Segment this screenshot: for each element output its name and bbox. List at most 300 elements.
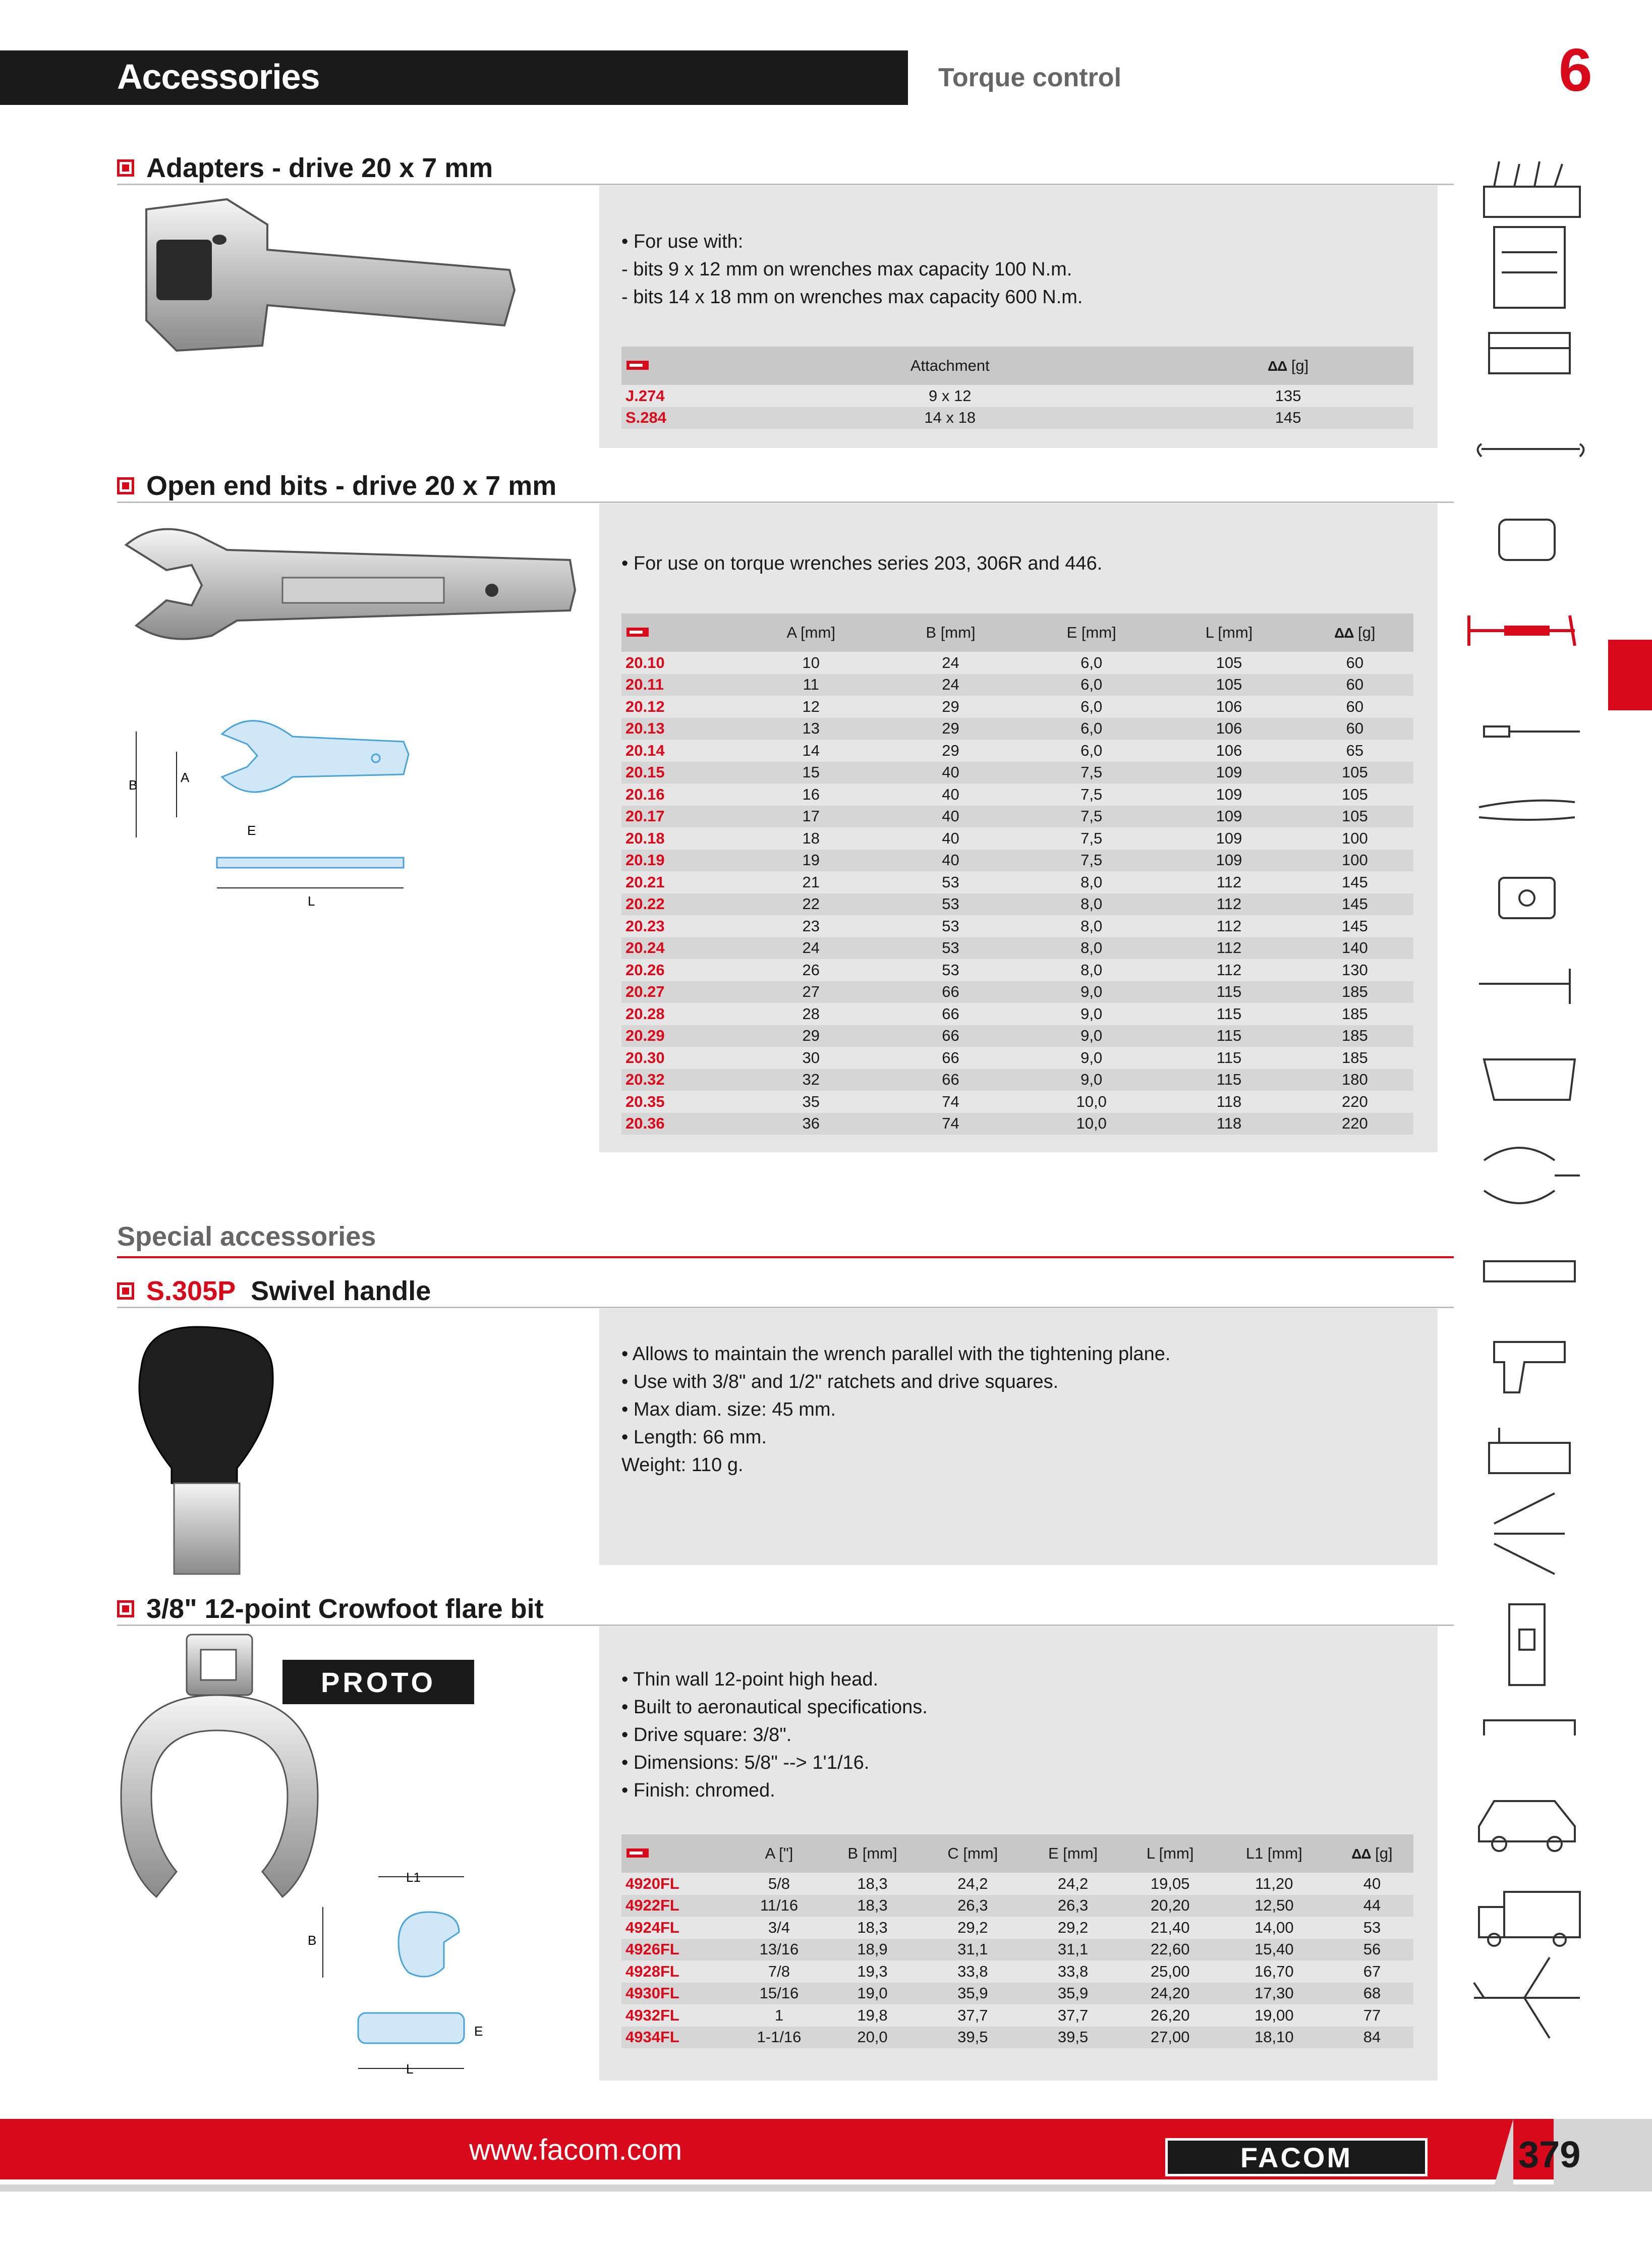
- dim-label-e: E: [247, 823, 256, 838]
- crowfoot-table: [621, 1834, 1413, 2048]
- col-header: C [mm]: [922, 1834, 1023, 1873]
- table-cell: 220: [1341, 1092, 1368, 1110]
- table-cell: 65: [1346, 741, 1364, 759]
- table-cell: 106: [1162, 718, 1296, 740]
- table-cell: 56: [1331, 1939, 1413, 1961]
- table-cell: 66: [880, 981, 1021, 1003]
- impact-wrench-icon: [1494, 1342, 1565, 1392]
- table-cell: 26,3: [1023, 1895, 1123, 1917]
- table-cell: 180: [1296, 1069, 1413, 1091]
- table-cell: 118: [1216, 1092, 1242, 1110]
- table-cell: 21,40: [1150, 1918, 1190, 1936]
- table-cell: 37,7: [1057, 2006, 1089, 2024]
- table-cell: 105: [1341, 785, 1368, 803]
- table-cell: 67: [1363, 1962, 1381, 1980]
- table-cell: 8,0: [1080, 961, 1103, 979]
- table-row: [621, 981, 1413, 1003]
- table-row: [621, 674, 1413, 696]
- table-cell: 115: [1216, 1004, 1242, 1023]
- section-marker-icon: [117, 1600, 134, 1617]
- table-cell: 35,9: [922, 1983, 1023, 2005]
- table-cell: 18,9: [823, 1939, 922, 1961]
- reference-code: 20.13: [621, 718, 742, 740]
- section-marker-icon: [117, 477, 134, 494]
- table-cell: 36: [742, 1113, 880, 1135]
- table-cell: 185: [1296, 1025, 1413, 1047]
- adapters-table: [621, 347, 1413, 429]
- table-cell: 115: [1162, 1069, 1296, 1091]
- dim-label-b: B: [308, 1933, 317, 1948]
- table-cell: 19,3: [857, 1962, 888, 1980]
- col-weight: ΔΔ [g]: [1163, 347, 1413, 385]
- open-end-bit-image: [116, 515, 595, 656]
- table-cell: 6,0: [1021, 718, 1162, 740]
- table-cell: 44: [1331, 1895, 1413, 1917]
- table-cell: 20,20: [1123, 1895, 1218, 1917]
- table-cell: 5/8: [768, 1874, 790, 1892]
- col-header: A ["]: [735, 1834, 823, 1873]
- torque-wrench-icon-active: [1469, 615, 1575, 646]
- table-cell: 14 x 18: [737, 407, 1163, 429]
- handle-icon: [1484, 1720, 1575, 1735]
- table-cell: 10,0: [1076, 1092, 1107, 1110]
- table-cell: 53: [942, 873, 959, 891]
- table-cell: 27: [742, 981, 880, 1003]
- facom-logo: FACOM: [1165, 2138, 1428, 2176]
- table-cell: 74: [880, 1113, 1021, 1135]
- table-cell: 18,3: [857, 1874, 888, 1892]
- col-header: A [mm]: [742, 613, 880, 652]
- openend-table: [621, 613, 1413, 1135]
- table-cell: 14,00: [1255, 1918, 1294, 1936]
- table-cell: 74: [942, 1092, 959, 1110]
- reference-code: 4934FL: [621, 2027, 735, 2049]
- table-cell: 19,00: [1255, 2006, 1294, 2024]
- table-cell: 109: [1162, 806, 1296, 828]
- table-cell: 40: [1363, 1874, 1381, 1892]
- table-cell: 68: [1331, 1983, 1413, 2005]
- circuit-breaker-icon: [1509, 1604, 1545, 1685]
- col-attachment: Attachment: [737, 347, 1163, 385]
- table-cell: 130: [1341, 961, 1368, 979]
- table-cell: 109: [1216, 829, 1242, 847]
- crowfoot-description: • Thin wall 12-point high head. • Built to aeronautical specifications. • Drive square: 3/8". • Dimensions: 5/8" --> 1'1/16. • Finish: chromed.: [621, 1669, 928, 1801]
- dim-label-a: A: [181, 770, 190, 785]
- table-cell: 7,5: [1080, 829, 1103, 847]
- adapters-description: • For use with: - bits 9 x 12 mm on wrenches max capacity 100 N.m. - bits 14 x 18 mm on wrenches max capacity 600 N.m.: [621, 231, 1083, 308]
- table-cell: 1-1/16: [735, 2027, 823, 2049]
- table-cell: 9,0: [1021, 1069, 1162, 1091]
- col-header: E [mm]: [1021, 613, 1162, 652]
- openend-description: • For use on torque wrenches series 203, 306R and 446.: [621, 553, 1103, 574]
- table-cell: 9,0: [1021, 981, 1162, 1003]
- reference-code: J.274: [625, 386, 665, 405]
- table-cell: 22,60: [1123, 1939, 1218, 1961]
- table-cell: 145: [1341, 873, 1368, 891]
- reference-code: 20.11: [621, 674, 742, 696]
- table-row: [621, 740, 1413, 762]
- table-cell: 20,0: [823, 2027, 922, 2049]
- reference-code: 20.23: [625, 917, 665, 935]
- table-cell: 3/4: [768, 1918, 790, 1936]
- table-row: [621, 652, 1413, 674]
- table-cell: 40: [942, 829, 959, 847]
- footer-url-link[interactable]: www.facom.com: [469, 2134, 682, 2166]
- reference-code: 20.19: [621, 850, 742, 872]
- table-cell: 12,50: [1218, 1895, 1331, 1917]
- table-cell: 32: [742, 1069, 880, 1091]
- table-row: [621, 385, 1413, 407]
- reference-code: 20.18: [625, 829, 665, 847]
- table-row: [621, 959, 1413, 981]
- table-cell: 26,3: [922, 1895, 1023, 1917]
- table-cell: 84: [1331, 2027, 1413, 2049]
- section-rule: [117, 184, 1454, 185]
- dim-label-l: L: [308, 893, 315, 908]
- page-tab-slant: [1493, 2119, 1513, 2190]
- table-cell: 40: [942, 785, 959, 803]
- section-title-crowfoot: 3/8" 12-point Crowfoot flare bit: [146, 1594, 544, 1624]
- col-header: E [mm]: [1023, 1834, 1123, 1873]
- table-row: [621, 1983, 1413, 2005]
- table-cell: 9,0: [1021, 1025, 1162, 1047]
- table-cell: 105: [1162, 674, 1296, 696]
- category-sidebar: [1454, 151, 1585, 2099]
- table-cell: 66: [942, 1048, 959, 1067]
- table-row: [621, 1069, 1413, 1091]
- table-cell: 8,0: [1021, 937, 1162, 960]
- table-cell: 17,30: [1218, 1983, 1331, 2005]
- table-row: [621, 1091, 1413, 1113]
- table-cell: 21: [802, 873, 820, 891]
- table-cell: 31,1: [1023, 1939, 1123, 1961]
- table-cell: 60: [1346, 653, 1364, 671]
- table-row: [621, 1113, 1413, 1135]
- table-row: [621, 1895, 1413, 1917]
- swivel-handle-image: [116, 1317, 298, 1579]
- reference-code: 4932FL: [625, 2006, 679, 2024]
- table-cell: 29: [942, 741, 959, 759]
- vise-icon: [1489, 1428, 1570, 1473]
- tool-drawer-icon: [1489, 333, 1570, 373]
- table-cell: 60: [1296, 674, 1413, 696]
- table-cell: 24,2: [957, 1874, 988, 1892]
- section-title-openend: Open end bits - drive 20 x 7 mm: [146, 471, 557, 501]
- reference-code: 20.22: [621, 893, 742, 916]
- table-cell: 9,0: [1080, 1004, 1103, 1023]
- reference-code: 4924FL: [625, 1918, 679, 1936]
- table-row: [621, 1873, 1413, 1895]
- swivel-description: • Allows to maintain the wrench parallel with the tightening plane. • Use with 3/8" and 1/2" ratchets and drive squares. • Max diam. size: 45 mm. • Length: 66 mm. Weight: 110 g.: [621, 1343, 1171, 1476]
- table-cell: 39,5: [1023, 2027, 1123, 2049]
- socket-icon: [1499, 520, 1555, 560]
- table-row: [621, 1939, 1413, 1961]
- page-subtitle: Torque control: [938, 63, 1122, 92]
- table-cell: 10,0: [1021, 1113, 1162, 1135]
- table-cell: 135: [1275, 386, 1301, 405]
- table-cell: 109: [1162, 762, 1296, 784]
- table-row: [621, 783, 1413, 806]
- dim-label-l: L: [406, 2061, 414, 2077]
- hammer-icon: [1479, 969, 1570, 1004]
- table-cell: 13: [742, 718, 880, 740]
- table-cell: 18,10: [1218, 2027, 1331, 2049]
- table-cell: 105: [1296, 806, 1413, 828]
- table-cell: 112: [1162, 893, 1296, 916]
- col-header: B [mm]: [880, 613, 1021, 652]
- table-cell: 27,00: [1123, 2027, 1218, 2049]
- adapter-image: [116, 194, 540, 361]
- table-cell: 15,40: [1218, 1939, 1331, 1961]
- reference-code: 20.36: [621, 1113, 742, 1135]
- col-header: L1 [mm]: [1218, 1834, 1331, 1873]
- table-cell: 18,3: [823, 1895, 922, 1917]
- table-cell: 140: [1296, 937, 1413, 960]
- table-cell: 15: [742, 762, 880, 784]
- table-cell: 29: [880, 718, 1021, 740]
- table-cell: 7,5: [1021, 806, 1162, 828]
- table-cell: 29,2: [957, 1918, 988, 1936]
- table-cell: 35,9: [1023, 1983, 1123, 2005]
- col-header: L [mm]: [1123, 1834, 1218, 1873]
- table-cell: 24,20: [1123, 1983, 1218, 2005]
- table-row: [621, 937, 1413, 960]
- page-number: 379: [1518, 2134, 1581, 2175]
- table-cell: 40: [880, 762, 1021, 784]
- screwdriver-icon: [1484, 726, 1580, 737]
- reference-code: 4926FL: [621, 1939, 735, 1961]
- crowfoot-dimension-diagram: [303, 1867, 504, 2079]
- table-cell: 7,5: [1021, 762, 1162, 784]
- table-row: [621, 1917, 1413, 1939]
- reference-code: 20.12: [625, 697, 665, 715]
- table-cell: 39,5: [922, 2027, 1023, 2049]
- table-cell: 66: [880, 1069, 1021, 1091]
- table-cell: 22: [742, 893, 880, 916]
- table-cell: 53: [942, 917, 959, 935]
- dim-label-e: E: [474, 2024, 483, 2039]
- table-cell: 37,7: [957, 2006, 988, 2024]
- footer-stripe: [0, 2184, 1652, 2192]
- tape-measure-icon: [1499, 878, 1555, 918]
- table-cell: 23: [802, 917, 820, 935]
- table-row: [621, 696, 1413, 718]
- table-row: [621, 893, 1413, 916]
- table-cell: 53: [942, 961, 959, 979]
- table-cell: 8,0: [1080, 873, 1103, 891]
- table-cell: 15/16: [735, 1983, 823, 2005]
- table-cell: 16: [802, 785, 820, 803]
- table-cell: 40: [880, 806, 1021, 828]
- table-cell: 105: [1296, 762, 1413, 784]
- table-cell: 60: [1346, 697, 1364, 715]
- table-row: [621, 1047, 1413, 1069]
- table-cell: 66: [880, 1025, 1021, 1047]
- reference-code: 4928FL: [625, 1962, 679, 1980]
- table-cell: 30: [802, 1048, 820, 1067]
- table-cell: 145: [1163, 407, 1413, 429]
- table-cell: 53: [880, 893, 1021, 916]
- table-cell: 115: [1162, 981, 1296, 1003]
- table-cell: 16,70: [1255, 1962, 1294, 1980]
- table-cell: 8,0: [1021, 893, 1162, 916]
- reference-code: 20.28: [625, 1004, 665, 1023]
- table-row: [621, 850, 1413, 872]
- chapter-tab-marker: [1608, 640, 1652, 710]
- table-cell: 220: [1296, 1113, 1413, 1135]
- section-rule: [117, 501, 1454, 503]
- table-row: [621, 1003, 1413, 1025]
- table-cell: 185: [1341, 1004, 1368, 1023]
- page-title: Accessories: [117, 57, 320, 96]
- table-cell: 53: [1363, 1918, 1381, 1936]
- section-rule: [117, 1307, 1454, 1308]
- reference-code: S.284: [621, 407, 737, 429]
- col-header: B [mm]: [823, 1834, 922, 1873]
- table-cell: 53: [880, 937, 1021, 960]
- table-row: [621, 806, 1413, 828]
- table-cell: 6,0: [1080, 697, 1103, 715]
- table-cell: 33,8: [1057, 1962, 1089, 1980]
- special-rule: [117, 1256, 1454, 1258]
- puller-icon: [1484, 1148, 1580, 1203]
- wrench-icon: [1478, 444, 1584, 457]
- reference-icon: [621, 347, 737, 385]
- table-cell: 1: [774, 2006, 784, 2024]
- table-cell: 14: [802, 741, 820, 759]
- table-cell: 35: [802, 1092, 820, 1110]
- reference-code: 20.32: [621, 1069, 742, 1091]
- table-cell: 17: [742, 806, 880, 828]
- tool-cabinet-icon: [1494, 227, 1565, 308]
- reference-code: 20.14: [625, 741, 665, 759]
- reference-code: 20.21: [625, 873, 665, 891]
- table-row: [621, 407, 1413, 429]
- dim-label-b: B: [129, 777, 138, 793]
- chapter-number: 6: [1559, 36, 1592, 104]
- table-cell: 7,5: [1021, 850, 1162, 872]
- table-row: [621, 871, 1413, 893]
- reference-code: 4922FL: [621, 1895, 735, 1917]
- table-cell: 12: [802, 697, 820, 715]
- table-cell: 145: [1296, 893, 1413, 916]
- table-cell: 29: [942, 697, 959, 715]
- table-cell: 24: [880, 674, 1021, 696]
- special-accessories-title: Special accessories: [117, 1221, 376, 1252]
- table-cell: 19,0: [823, 1983, 922, 2005]
- table-cell: 112: [1216, 873, 1242, 891]
- reference-code: 20.30: [625, 1048, 665, 1067]
- table-cell: 29: [742, 1025, 880, 1047]
- table-cell: 24: [942, 653, 959, 671]
- reference-code: 20.35: [625, 1092, 665, 1110]
- col-header: ΔΔ [g]: [1331, 1834, 1413, 1873]
- pliers-icon: [1479, 801, 1575, 820]
- table-cell: 109: [1162, 850, 1296, 872]
- proto-logo: PROTO: [282, 1660, 474, 1704]
- reference-code: 4930FL: [621, 1983, 735, 2005]
- table-cell: 19: [742, 850, 880, 872]
- table-cell: 8,0: [1080, 917, 1103, 935]
- table-cell: 112: [1162, 937, 1296, 960]
- table-cell: 24,2: [1057, 1874, 1089, 1892]
- table-cell: 33,8: [957, 1962, 988, 1980]
- reference-code: 4920FL: [625, 1874, 679, 1892]
- table-cell: 13/16: [735, 1939, 823, 1961]
- col-header: L [mm]: [1162, 613, 1296, 652]
- table-cell: 26,20: [1150, 2006, 1190, 2024]
- table-cell: 77: [1363, 2006, 1381, 2024]
- table-cell: 100: [1341, 829, 1368, 847]
- table-cell: 19,8: [857, 2006, 888, 2024]
- table-cell: 9 x 12: [929, 386, 972, 405]
- table-cell: 109: [1216, 785, 1242, 803]
- reference-code: 20.16: [625, 785, 665, 803]
- truck-icon: [1479, 1892, 1580, 1946]
- table-cell: 10: [802, 653, 820, 671]
- section-rule: [117, 1624, 1454, 1626]
- table-cell: 31,1: [922, 1939, 1023, 1961]
- reference-code: 20.24: [621, 937, 742, 960]
- table-cell: 118: [1162, 1113, 1296, 1135]
- table-row: [621, 718, 1413, 740]
- table-cell: 11/16: [735, 1895, 823, 1917]
- open-end-dimension-diagram: [126, 706, 439, 908]
- table-cell: 6,0: [1080, 653, 1103, 671]
- hacksaw-icon: [1484, 1059, 1575, 1100]
- table-cell: 112: [1216, 917, 1242, 935]
- table-cell: 112: [1216, 961, 1242, 979]
- electronic-tester-icon: [1484, 1261, 1575, 1281]
- table-cell: 6,0: [1080, 741, 1103, 759]
- col-header: ΔΔ [g]: [1296, 613, 1413, 652]
- dim-label-l1: L1: [406, 1870, 421, 1885]
- table-cell: 106: [1216, 741, 1242, 759]
- reference-code: 20.15: [621, 762, 742, 784]
- reference-code: 20.27: [621, 981, 742, 1003]
- table-cell: 7,5: [1080, 785, 1103, 803]
- table-cell: 66: [942, 1004, 959, 1023]
- reference-icon: [621, 613, 742, 652]
- table-cell: 60: [1296, 718, 1413, 740]
- section-title-adapters: Adapters - drive 20 x 7 mm: [146, 153, 493, 183]
- table-cell: 24: [742, 937, 880, 960]
- table-cell: 185: [1341, 1048, 1368, 1067]
- table-row: [621, 2027, 1413, 2049]
- table-cell: 18: [802, 829, 820, 847]
- table-cell: 185: [1296, 981, 1413, 1003]
- table-row: [621, 1025, 1413, 1047]
- table-cell: 29,2: [1057, 1918, 1089, 1936]
- table-cell: 26: [802, 961, 820, 979]
- table-row: [621, 915, 1413, 937]
- table-cell: 19,05: [1150, 1874, 1190, 1892]
- section-marker-icon: [117, 159, 134, 177]
- table-cell: 40: [880, 850, 1021, 872]
- safety-spark-icon: [1494, 1493, 1565, 1574]
- reference-code: 20.26: [625, 961, 665, 979]
- table-row: [621, 762, 1413, 784]
- table-cell: 145: [1341, 917, 1368, 935]
- section-title-swivel: S.305P Swivel handle: [146, 1276, 431, 1306]
- car-icon: [1479, 1801, 1575, 1851]
- table-cell: 6,0: [1021, 674, 1162, 696]
- table-cell: 28: [802, 1004, 820, 1023]
- reference-code: 20.29: [621, 1025, 742, 1047]
- table-cell: 100: [1296, 850, 1413, 872]
- reference-code: 20.10: [625, 653, 665, 671]
- table-cell: 106: [1216, 697, 1242, 715]
